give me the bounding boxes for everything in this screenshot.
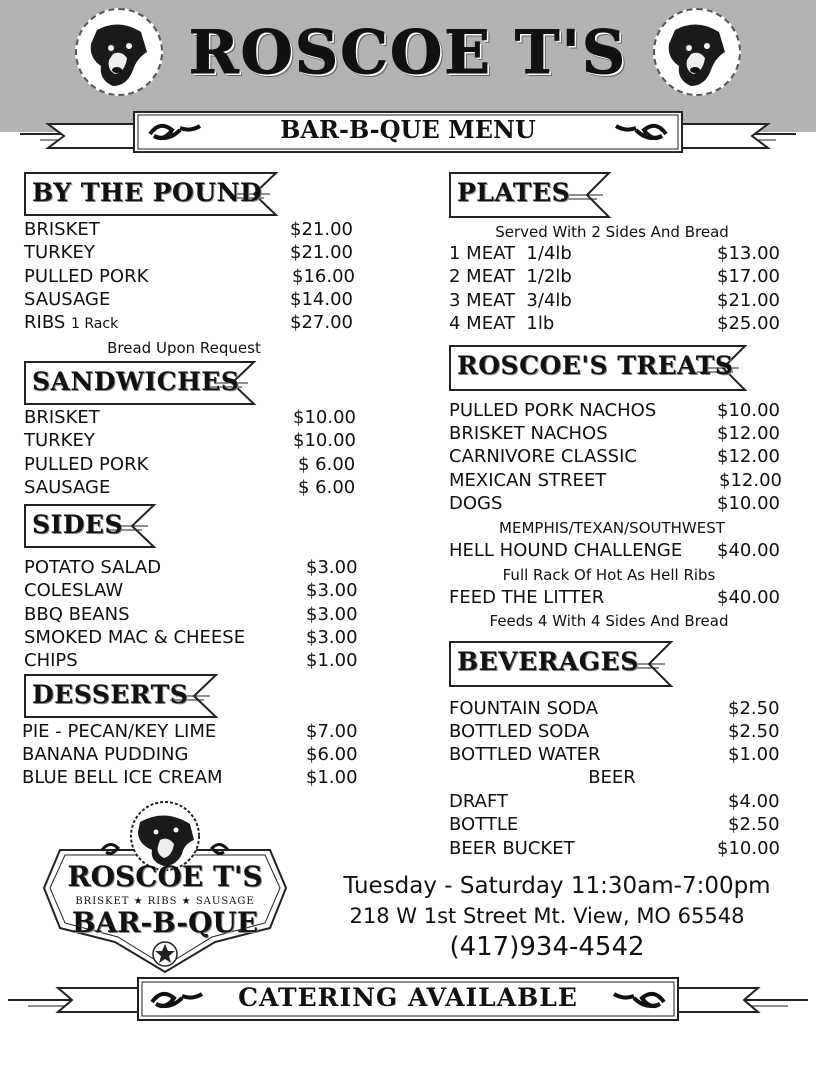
section-header-sandwiches — [24, 361, 258, 405]
hours: Tuesday - Saturday 11:30am-7:00pm — [343, 873, 771, 899]
catering-text: CATERING AVAILABLE — [238, 983, 578, 1012]
beer-heading: BEER — [588, 767, 636, 788]
section-header-desserts — [24, 674, 220, 718]
address: 218 W 1st Street Mt. View, MO 65548 — [349, 904, 745, 928]
roscoe-logo — [40, 800, 290, 975]
section-header-plates — [449, 172, 613, 216]
litter-note: Feeds 4 With 4 Sides And Bread — [489, 612, 729, 630]
section-title: ROSCOE'S TREATS — [457, 351, 734, 380]
dogs-note: MEMPHIS/TEXAN/SOUTHWEST — [499, 519, 725, 537]
hellhound-note: Full Rack Of Hot As Hell Ribs — [502, 566, 716, 584]
section-title: SANDWICHES — [32, 367, 240, 396]
star-badge-icon — [153, 942, 177, 966]
section-header-beverages — [449, 641, 675, 685]
star-icon: ★ — [133, 896, 144, 907]
star-icon: ★ — [181, 896, 192, 907]
section-header-treats — [449, 345, 749, 389]
section-title: SIDES — [32, 510, 124, 539]
menu-ribbon — [0, 106, 816, 156]
section-header-by-the-pound — [24, 172, 280, 216]
logo-tagline: BRISKET ★ RIBS ★ SAUSAGE — [75, 896, 255, 907]
phone: (417)934-4542 — [449, 932, 645, 962]
menu-subtitle: BAR-B-QUE MENU — [280, 115, 536, 144]
logo-name: ROSCOE T'S — [67, 860, 263, 893]
section-title: BY THE POUND — [32, 178, 263, 207]
section-title: PLATES — [457, 178, 571, 207]
section-header-sides — [24, 504, 158, 548]
logo-word: BAR-B-QUE — [71, 906, 259, 939]
catering-ribbon — [0, 974, 816, 1024]
bread-note: Bread Upon Request — [107, 339, 261, 357]
plates-note: Served With 2 Sides And Bread — [495, 223, 729, 241]
section-title: BEVERAGES — [457, 647, 639, 676]
section-title: DESSERTS — [32, 680, 189, 709]
restaurant-title: ROSCOE T'S — [188, 18, 628, 88]
